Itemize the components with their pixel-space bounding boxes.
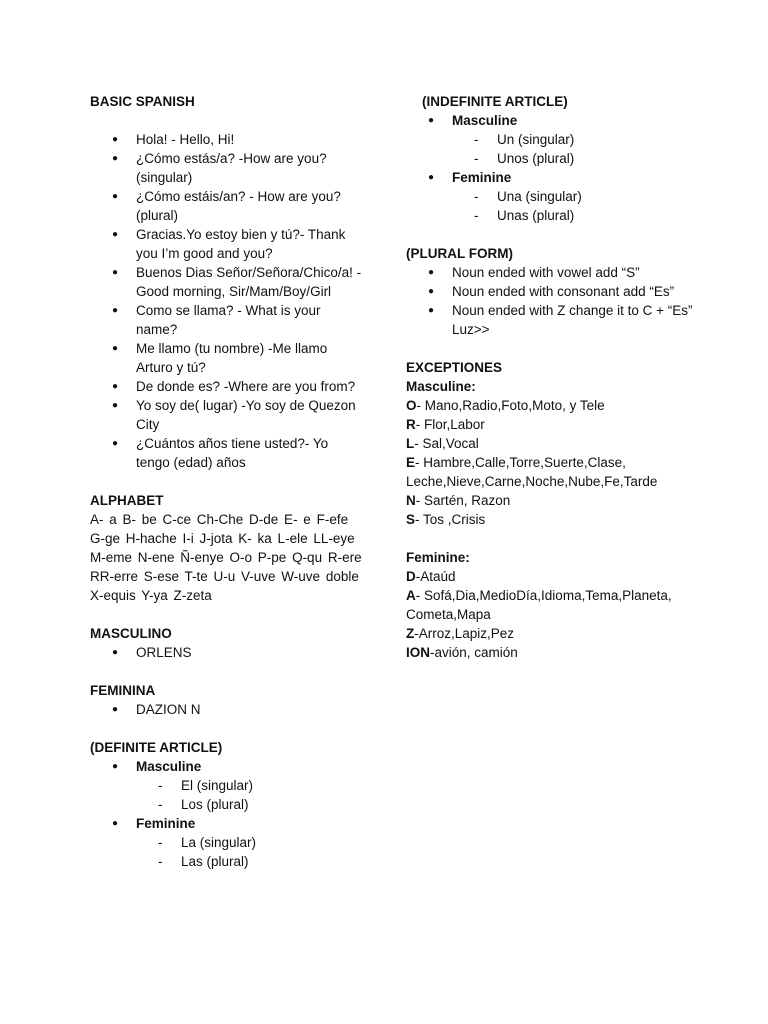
rule-text: -Arroz,Lapiz,Pez: [414, 626, 515, 641]
list-item: [90, 757, 362, 814]
rule-letter: O: [406, 398, 417, 413]
rule-text: -Ataúd: [415, 569, 456, 584]
rule-text: - Hambre,Calle,Torre,Suerte,Clase, Leche,Nieve,Carne,Noche,Nube,Fe,Tarde: [406, 455, 658, 489]
exception-rule: [406, 586, 676, 624]
list-item: ● Noun ended with consonant add “Es”: [406, 282, 706, 301]
list-item: - Los (plural): [90, 795, 362, 814]
list-item: ● Me llamo (tu nombre) -Me llamo Arturo y tú?: [90, 339, 362, 377]
basic-spanish-heading: BASIC SPANISH: [90, 94, 195, 109]
left-column: [90, 92, 362, 871]
list-item: ● ¿Cómo estáis/an? - How are you? (plural): [90, 187, 362, 225]
list-item: - Un (singular): [406, 130, 706, 149]
feminine-sublist: [90, 833, 362, 871]
rule-letter: Z: [406, 626, 415, 641]
list-item: - Unas (plural): [406, 206, 706, 225]
definite-article-list: [90, 757, 362, 871]
feminina-list: [90, 700, 362, 719]
list-item: [406, 168, 706, 225]
exception-rule: [406, 434, 706, 453]
exception-rule: [406, 453, 668, 491]
list-item: [90, 814, 362, 871]
rule-letter: A: [406, 588, 416, 603]
masculino-heading: MASCULINO: [90, 626, 172, 641]
rule-letter: L: [406, 436, 415, 451]
list-item: [406, 111, 706, 168]
list-item: ● ORLENS: [90, 643, 362, 662]
exceptions-heading: EXCEPTIONES: [406, 360, 503, 375]
masculine-sublist: [406, 130, 706, 168]
masculino-list: [90, 643, 362, 662]
exception-rule: [406, 396, 706, 415]
list-item: ● Noun ended with Z change it to C + “Es” Luz>>: [406, 301, 706, 339]
feminine-exceptions-heading: Feminine:: [406, 550, 470, 565]
exception-rule: [406, 643, 706, 662]
rule-text: - Tos ,Crisis: [415, 512, 486, 527]
rule-text: - Mano,Radio,Foto,Moto, y Tele: [416, 398, 605, 413]
rule-text: - Sartén, Razon: [415, 493, 511, 508]
indefinite-article-heading: (INDEFINITE ARTICLE): [422, 94, 568, 109]
feminina-heading: FEMININA: [90, 683, 156, 698]
masculine-sublist: [90, 776, 362, 814]
list-item: ● ¿Cómo estás/a? -How are you? (singular): [90, 149, 362, 187]
list-item: - El (singular): [90, 776, 362, 795]
exception-rule: [406, 510, 706, 529]
feminine-label: Feminine: [136, 816, 196, 831]
definite-article-heading: (DEFINITE ARTICLE): [90, 740, 223, 755]
rule-text: - Sofá,Dia,MedioDía,Idioma,Tema,Planeta,Cometa,Mapa: [406, 588, 672, 622]
rule-text: - Flor,Labor: [415, 417, 485, 432]
alphabet-text: A- a B- be C-ce Ch-Che D-de E- e F-efe G-ge H-hache I-i J-jota K- ka L-ele LL-eye M-eme N-ene Ñ-enye O-o P-pe Q-qu R-ere RR-erre S-ese T-te U-u V-uve W-uve doble X-equis Y-ya Z-zeta: [90, 512, 362, 603]
list-item: - Una (singular): [406, 187, 706, 206]
right-column: [406, 92, 706, 662]
rule-letter: D: [406, 569, 416, 584]
rule-letter: E: [406, 455, 416, 470]
indefinite-article-list: [406, 111, 706, 225]
exception-rule: [406, 567, 706, 586]
rule-letter: ION: [406, 645, 431, 660]
rule-letter: R: [406, 417, 416, 432]
feminine-label: Feminine: [452, 170, 512, 185]
rule-letter: N: [406, 493, 416, 508]
exception-rule: [406, 415, 706, 434]
list-item: ● Buenos Dias Señor/Señora/Chico/a! -Good morning, Sir/Mam/Boy/Girl: [90, 263, 362, 301]
list-item: ● Como se llama? - What is your name?: [90, 301, 362, 339]
list-item: - La (singular): [90, 833, 362, 852]
alphabet-heading: ALPHABET: [90, 493, 164, 508]
phrases-list: [90, 130, 362, 472]
plural-form-list: [406, 263, 706, 339]
list-item: ● DAZION N: [90, 700, 362, 719]
list-item: ● De donde es? -Where are you from?: [90, 377, 362, 396]
rule-text: -avión, camión: [430, 645, 518, 660]
list-item: ● Yo soy de( lugar) -Yo soy de Quezon City: [90, 396, 362, 434]
list-item: ● Hola! - Hello, Hi!: [90, 130, 362, 149]
exception-rule: [406, 491, 706, 510]
feminine-sublist: [406, 187, 706, 225]
list-item: ● Gracias.Yo estoy bien y tú?- Thank you I’m good and you?: [90, 225, 362, 263]
list-item: ● Noun ended with vowel add “S”: [406, 263, 706, 282]
masculine-exceptions-heading: Masculine:: [406, 379, 476, 394]
list-item: - Las (plural): [90, 852, 362, 871]
rule-letter: S: [406, 512, 416, 527]
list-item: - Unos (plural): [406, 149, 706, 168]
rule-text: - Sal,Vocal: [414, 436, 479, 451]
list-item: ● ¿Cuántos años tiene usted?- Yo tengo (edad) años: [90, 434, 362, 472]
plural-form-heading: (PLURAL FORM): [406, 246, 513, 261]
masculine-label: Masculine: [136, 759, 202, 774]
exception-rule: [406, 624, 706, 643]
masculine-label: Masculine: [452, 113, 518, 128]
